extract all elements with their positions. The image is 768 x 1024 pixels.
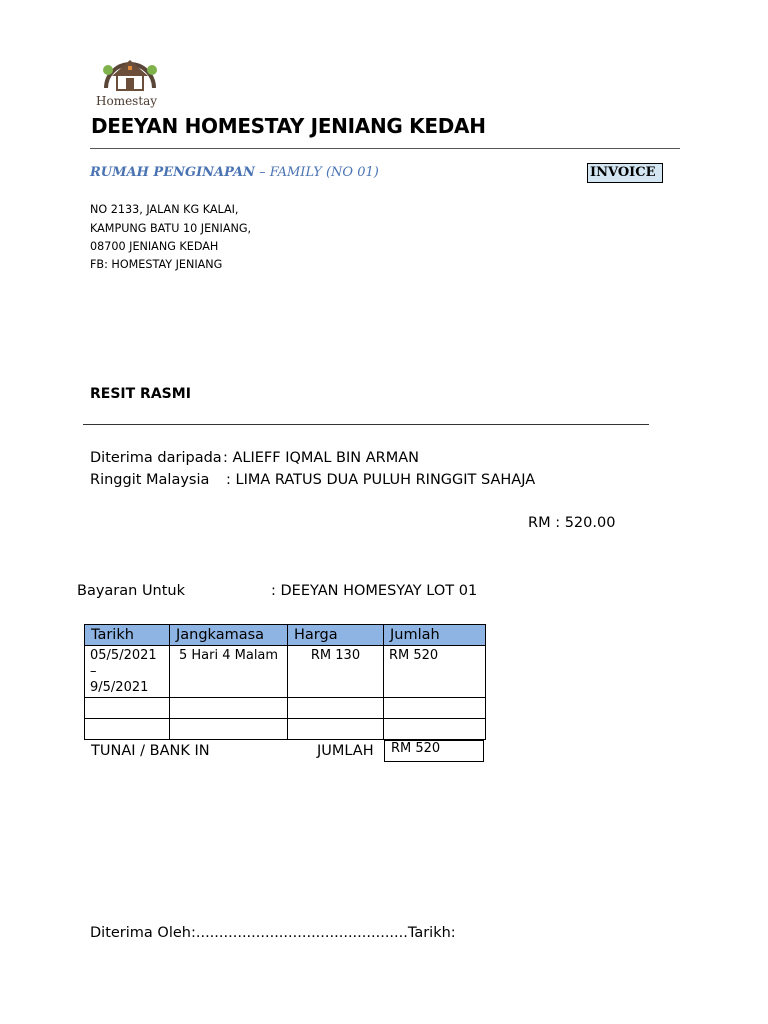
address-line-3: 08700 JENIANG KEDAH [90, 240, 219, 253]
address-line-2: KAMPUNG BATU 10 JENIANG, [90, 222, 252, 235]
date-end: 9/5/2021 [90, 680, 149, 695]
table-row [85, 698, 486, 719]
cell-empty [288, 719, 384, 740]
date-start: 05/5/2021 [90, 648, 157, 663]
received-from-label: Diterima daripada [90, 450, 222, 466]
house-icon [92, 46, 168, 96]
cell-empty [170, 698, 288, 719]
total-value: RM 520 [384, 740, 484, 762]
cell-price: RM 130 [288, 646, 384, 698]
address-line-1: NO 2133, JALAN KG KALAI, [90, 203, 239, 216]
subtitle [90, 165, 379, 180]
address-line-4: FB: HOMESTAY JENIANG [90, 258, 223, 271]
cell-date [85, 646, 170, 698]
cell-empty [170, 719, 288, 740]
heading-divider [83, 424, 649, 425]
logo-text: Homestay [96, 94, 158, 108]
header-divider [90, 148, 680, 149]
payment-for-label: Bayaran Untuk [77, 583, 186, 599]
invoice-label: INVOICE [587, 163, 663, 183]
company-name: DEEYAN HOMESTAY JENIANG KEDAH [91, 114, 486, 138]
col-header-tarikh: Tarikh [85, 625, 170, 646]
date-separator: – [90, 664, 97, 679]
ringgit-label: Ringgit Malaysia [90, 472, 210, 488]
payment-for-value: : DEEYAN HOMESYAY LOT 01 [271, 583, 478, 599]
invoice-table [84, 624, 486, 740]
subtitle-bold: RUMAH PENGINAPAN [90, 165, 255, 180]
ringgit-value: : LIMA RATUS DUA PULUH RINGGIT SAHAJA [226, 472, 536, 488]
table-header-row [85, 625, 486, 646]
col-header-jangkamasa: Jangkamasa [170, 625, 288, 646]
cell-empty [384, 698, 486, 719]
payment-method: TUNAI / BANK IN [91, 743, 210, 759]
col-header-harga: Harga [288, 625, 384, 646]
homestay-logo [92, 46, 168, 112]
table-row [85, 719, 486, 740]
subtitle-rest: – FAMILY (NO 01) [254, 165, 379, 180]
col-header-jumlah: Jumlah [384, 625, 486, 646]
signature-line: Diterima Oleh:..............................................Tarikh: [90, 925, 456, 941]
total-label: JUMLAH [317, 743, 374, 759]
cell-empty [384, 719, 486, 740]
amount: RM : 520.00 [528, 515, 616, 531]
receipt-heading: RESIT RASMI [90, 386, 191, 402]
cell-empty [85, 719, 170, 740]
cell-empty [85, 698, 170, 719]
table-row [85, 646, 486, 698]
cell-empty [288, 698, 384, 719]
received-from-value: : ALIEFF IQMAL BIN ARMAN [223, 450, 419, 466]
cell-duration: 5 Hari 4 Malam [170, 646, 288, 698]
cell-total: RM 520 [384, 646, 486, 698]
